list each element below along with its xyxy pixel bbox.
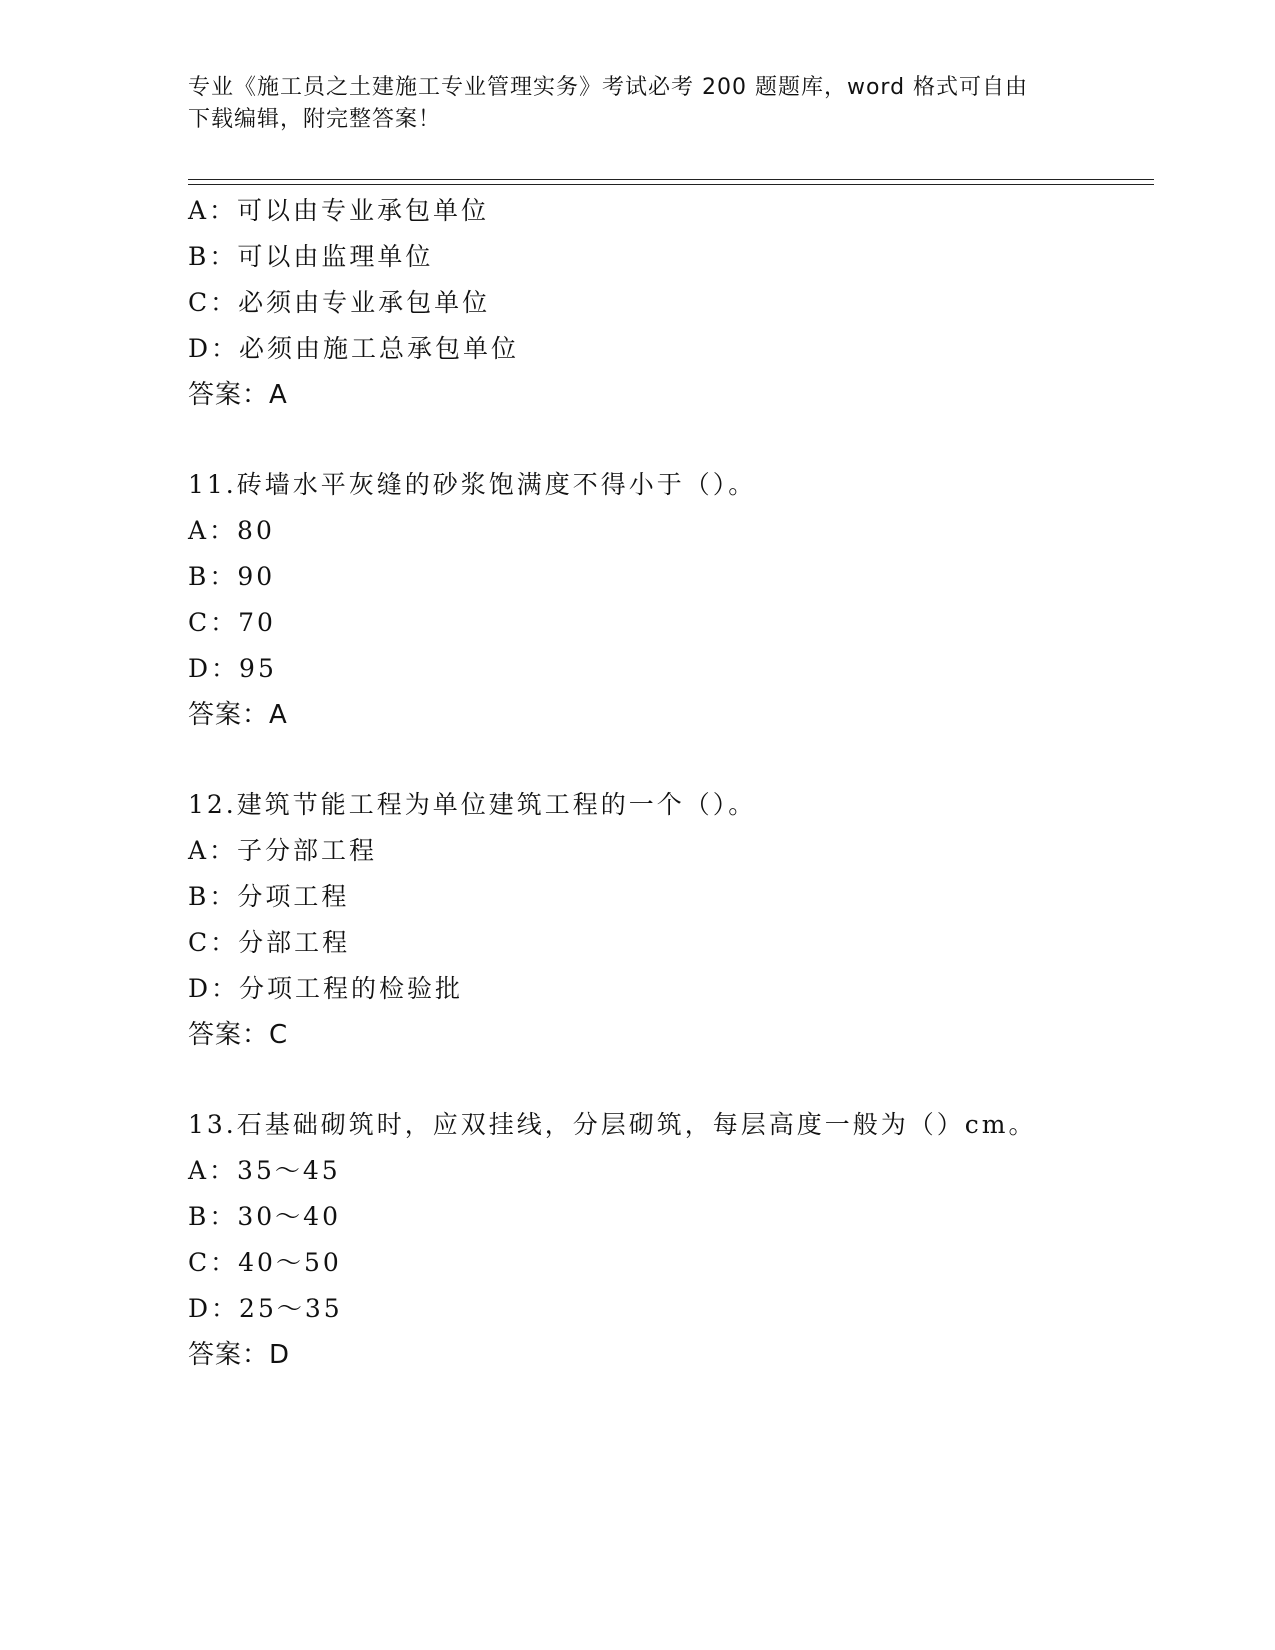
header-line-2: 下载编辑，附完整答案！ xyxy=(188,107,442,132)
option-b: B：90 xyxy=(188,562,276,591)
question-10-remainder xyxy=(188,188,1154,418)
option-d: D：必须由施工总承包单位 xyxy=(188,334,520,363)
question-text: 12.建筑节能工程为单位建筑工程的一个（）。 xyxy=(188,790,757,819)
question-text: 11.砖墙水平灰缝的砂浆饱满度不得小于（）。 xyxy=(188,470,757,499)
spacer xyxy=(188,738,1154,782)
answer-line: 答案：A xyxy=(188,380,288,410)
header-divider-bottom xyxy=(188,184,1154,185)
question-text: 13.石基础砌筑时，应双挂线，分层砌筑，每层高度一般为（）cm。 xyxy=(188,1110,1037,1139)
option-b: B：可以由监理单位 xyxy=(188,242,434,271)
option-c: C：40～50 xyxy=(188,1248,342,1277)
question-list xyxy=(188,188,1154,1378)
option-c: C：分部工程 xyxy=(188,928,351,957)
option-d: D：95 xyxy=(188,654,277,683)
spacer xyxy=(188,418,1154,462)
question-11 xyxy=(188,462,1154,738)
option-d: D：25～35 xyxy=(188,1294,343,1323)
question-13 xyxy=(188,1102,1154,1378)
answer-line: 答案：D xyxy=(188,1340,291,1370)
header-line-1: 专业《施工员之土建施工专业管理实务》考试必考 200 题题库，word 格式可自由 xyxy=(188,75,1029,100)
option-a: A：35～45 xyxy=(188,1156,341,1185)
option-c: C：70 xyxy=(188,608,276,637)
header-divider-top xyxy=(188,179,1154,180)
option-a: A：子分部工程 xyxy=(188,836,378,865)
option-b: B：30～40 xyxy=(188,1202,341,1231)
answer-line: 答案：C xyxy=(188,1020,289,1050)
answer-line: 答案：A xyxy=(188,700,288,730)
question-12 xyxy=(188,782,1154,1058)
option-a: A：可以由专业承包单位 xyxy=(188,196,490,225)
option-b: B：分项工程 xyxy=(188,882,350,911)
spacer xyxy=(188,1058,1154,1102)
option-a: A：80 xyxy=(188,516,275,545)
document-header xyxy=(188,72,1068,136)
option-d: D：分项工程的检验批 xyxy=(188,974,464,1003)
option-c: C：必须由专业承包单位 xyxy=(188,288,491,317)
